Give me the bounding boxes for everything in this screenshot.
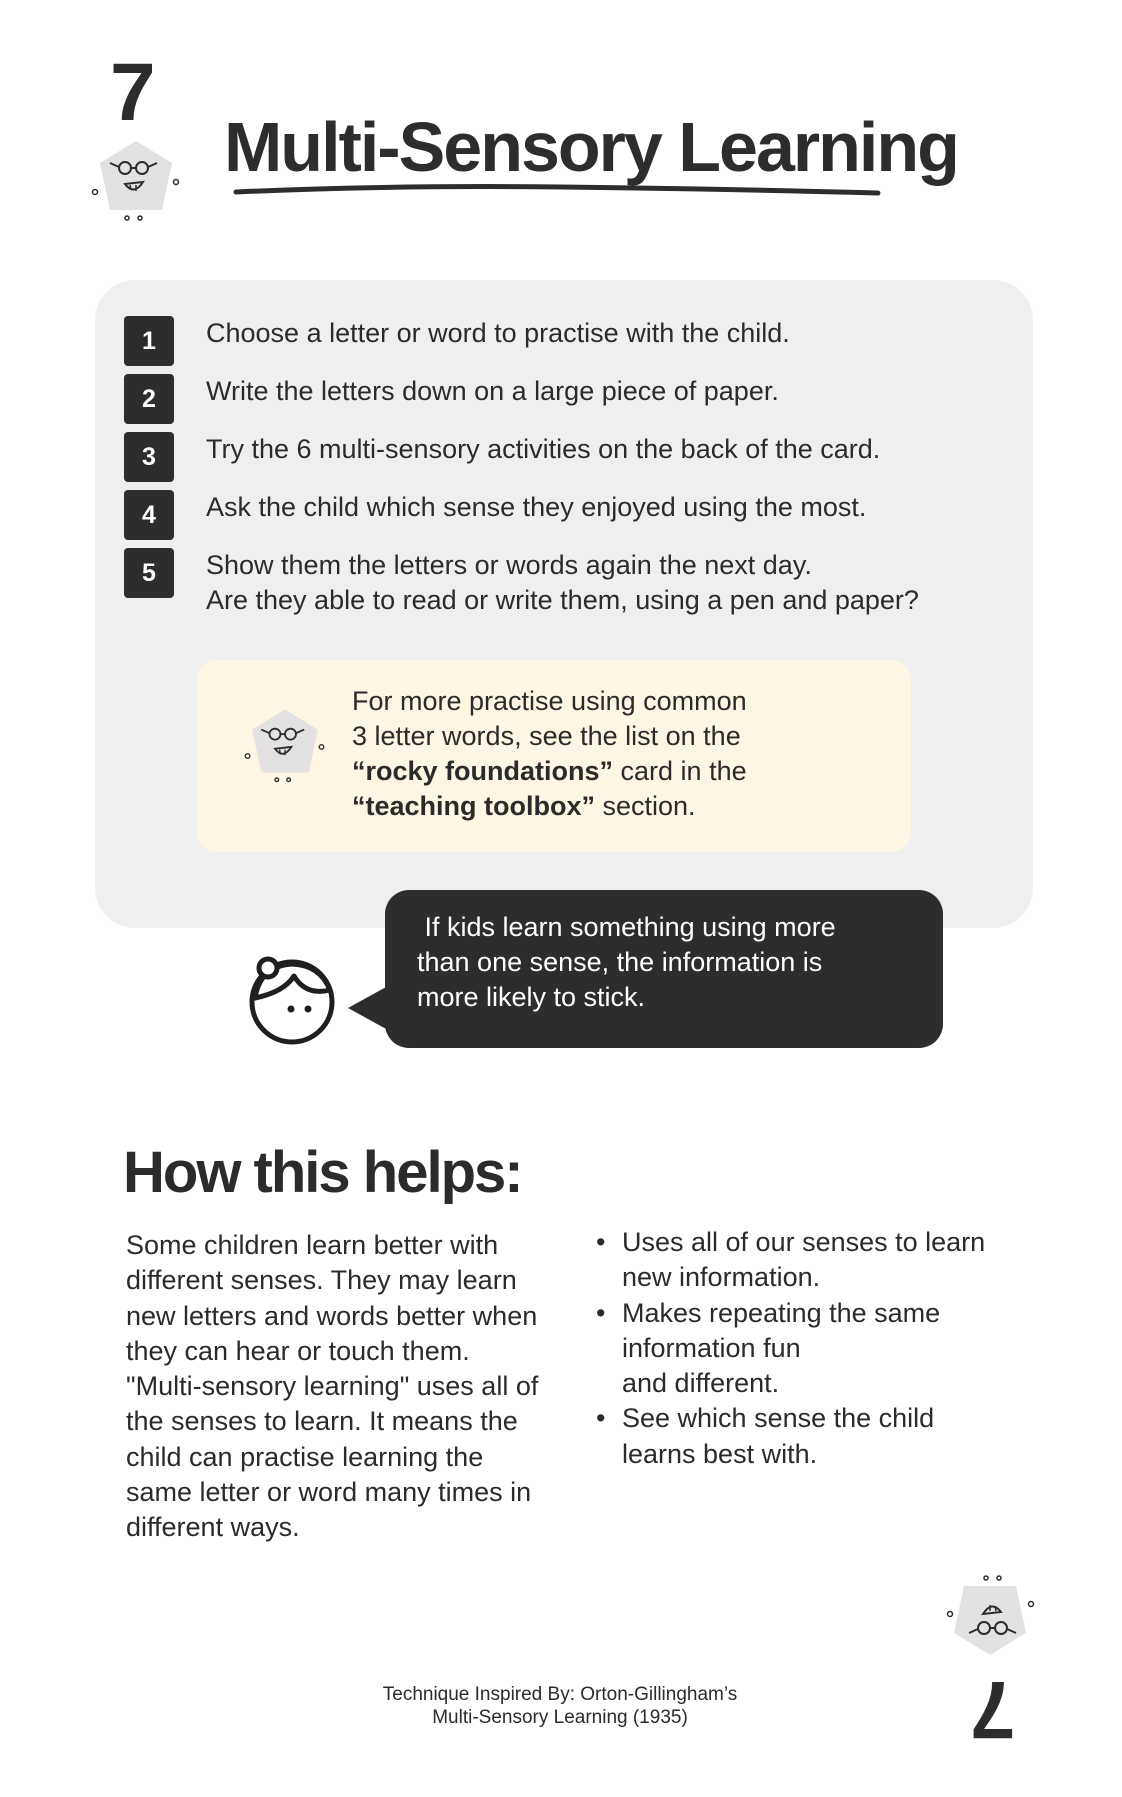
child-face-icon: [246, 952, 340, 1048]
tip-box: [197, 660, 911, 852]
credit-line: Multi-Sensory Learning (1935): [432, 1707, 688, 1728]
tip-line: 3 letter words, see the list on the: [352, 721, 741, 751]
step-text: Write the letters down on a large piece of paper.: [206, 376, 779, 406]
page-title: Multi-Sensory Learning: [224, 108, 958, 186]
tip-emphasis: “rocky foundations”: [352, 756, 614, 786]
list-item-text: Makes repeating the same information fun and different.: [622, 1297, 941, 1399]
list-item-text: See which sense the child learns best with.: [622, 1403, 935, 1469]
card-number: 7: [110, 47, 156, 138]
pebble-character-icon: [243, 706, 327, 786]
step-text: Try the 6 multi-sensory activities on the back of the card.: [206, 434, 881, 464]
credit-line: Technique Inspired By: Orton-Gillingham’s: [382, 1684, 738, 1705]
list-item: [596, 1401, 985, 1472]
helps-paragraph: [126, 1228, 566, 1546]
step-number-badge: 4: [124, 490, 174, 540]
tip-line-rest: section.: [595, 791, 696, 821]
bullet-icon: •: [596, 1403, 606, 1434]
bullet-icon: •: [596, 1227, 606, 1257]
step-text: Choose a letter or word to practise with the child.: [206, 318, 790, 348]
benefits-list: [596, 1225, 985, 1472]
paragraph-line: the senses to learn. It means the: [126, 1406, 518, 1437]
speech-bubble-tail: [348, 986, 388, 1030]
step-text: [206, 548, 919, 618]
speech-line: than one sense, the information is: [417, 947, 823, 977]
technique-credit: [300, 1683, 820, 1729]
paragraph-line: new letters and words better when: [126, 1300, 538, 1331]
list-item: [596, 1296, 985, 1402]
paragraph-line: Some children learn better with: [126, 1230, 499, 1260]
paragraph-line: "Multi-sensory learning" uses all of: [126, 1371, 539, 1402]
paragraph-line: child can practise learning the: [126, 1441, 484, 1472]
step-number-badge: 1: [124, 316, 174, 366]
tip-line: [352, 789, 747, 824]
paragraph-line: different ways.: [126, 1512, 300, 1543]
step-text: Ask the child which sense they enjoyed using the most.: [206, 492, 867, 522]
list-item-text: Uses all of our senses to learn new information.: [622, 1227, 986, 1293]
speech-line: more likely to stick.: [417, 982, 646, 1012]
step-text-line: Show them the letters or words again the next day.: [206, 550, 812, 580]
bullet-icon: •: [596, 1297, 606, 1328]
tip-line-rest: card in the: [613, 756, 747, 786]
list-item: [596, 1225, 985, 1296]
paragraph-line: same letter or word many times in: [126, 1477, 532, 1508]
upside-down-pebble-character-icon: [944, 1572, 1036, 1658]
tip-emphasis: “teaching toolbox”: [352, 791, 595, 821]
upside-down-card-number: 7: [970, 1664, 1016, 1755]
section-heading: How this helps:: [123, 1140, 522, 1205]
step-number-badge: 3: [124, 432, 174, 482]
step-text-line: Are they able to read or write them, using a pen and paper?: [206, 585, 919, 615]
step-number-badge: 5: [124, 548, 174, 598]
speech-text: [417, 910, 836, 1015]
pebble-character-icon: [90, 138, 182, 224]
tip-line: For more practise using common: [352, 686, 747, 716]
paragraph-line: they can hear or touch them.: [126, 1335, 470, 1366]
speech-bubble: [385, 890, 943, 1048]
step-number-badge: 2: [124, 374, 174, 424]
title-underline: [232, 180, 882, 202]
tip-line: [352, 754, 747, 789]
speech-line: If kids learn something using more: [417, 912, 836, 942]
tip-text: [352, 684, 747, 824]
paragraph-line: different senses. They may learn: [126, 1265, 517, 1296]
